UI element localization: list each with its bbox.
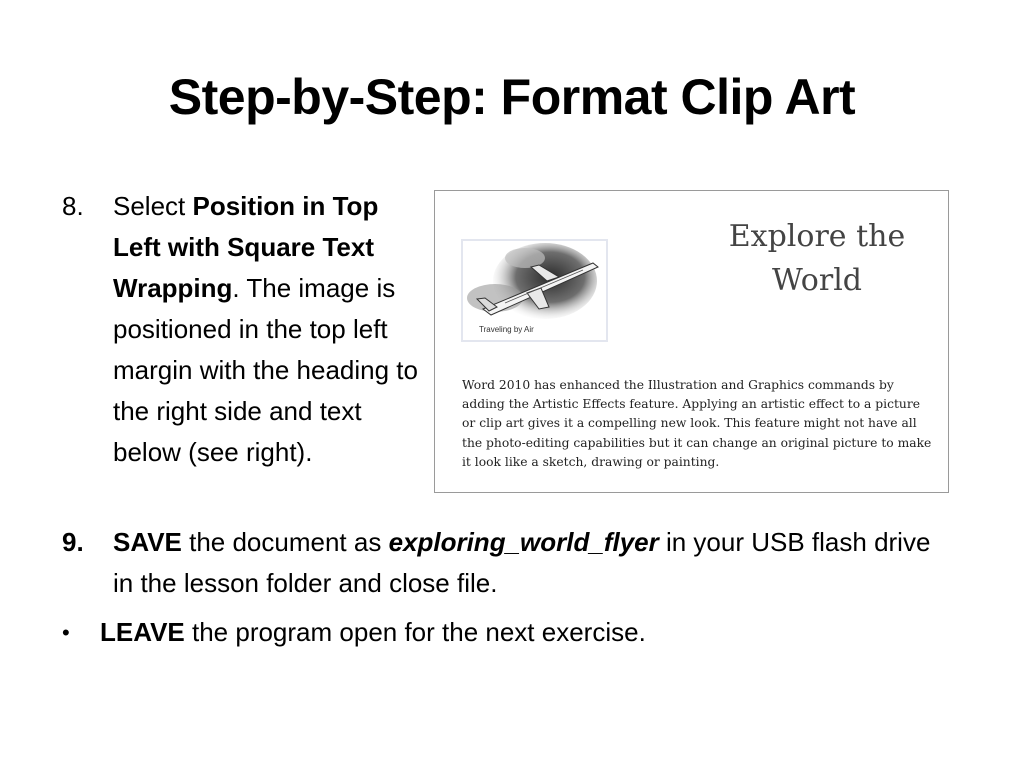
step-9-bold: SAVE [113, 527, 182, 557]
step-9-text-2: in your USB flash drive in the lesson folder and close file. [113, 527, 931, 598]
photo-caption: Traveling by Air [479, 325, 534, 334]
slide-title: Step-by-Step: Format Clip Art [168, 69, 856, 125]
step-8-text-1: Select [113, 191, 193, 221]
step-9-text-1: the document as [181, 527, 389, 557]
step-9-text [113, 522, 943, 604]
step-8-bold: Position in Top Left with Square Text Wrapping [113, 191, 379, 303]
document-preview [434, 190, 949, 493]
photo-frame [461, 239, 608, 342]
step-9-number: 9. [62, 527, 84, 557]
airplane-sketch-icon [465, 243, 605, 323]
step-8-text-2: . The image is positioned in the top left margin with the heading to the right side and text below (see right). [113, 273, 418, 467]
bullet-symbol: • [62, 620, 70, 645]
bullet-text [100, 612, 646, 653]
bullet-text-1: the program open for the next exercise. [184, 617, 646, 647]
bullet-bold: LEAVE [100, 617, 185, 647]
flyer-body-text: Word 2010 has enhanced the Illustration and Graphics commands by adding the Artistic Effects feature. Applying an artistic effect to a picture or clip art gives it a compelling new look. This feature might not have all the photo-editing capabilities but it can change an original picture to make it look like a sketch, drawing or painting. [462, 378, 932, 469]
step-8-number: 8. [62, 191, 84, 221]
step-9-filename: exploring_world_flyer [388, 527, 659, 557]
step-8-text [113, 186, 433, 473]
flyer-heading: Explore the World [728, 219, 906, 298]
